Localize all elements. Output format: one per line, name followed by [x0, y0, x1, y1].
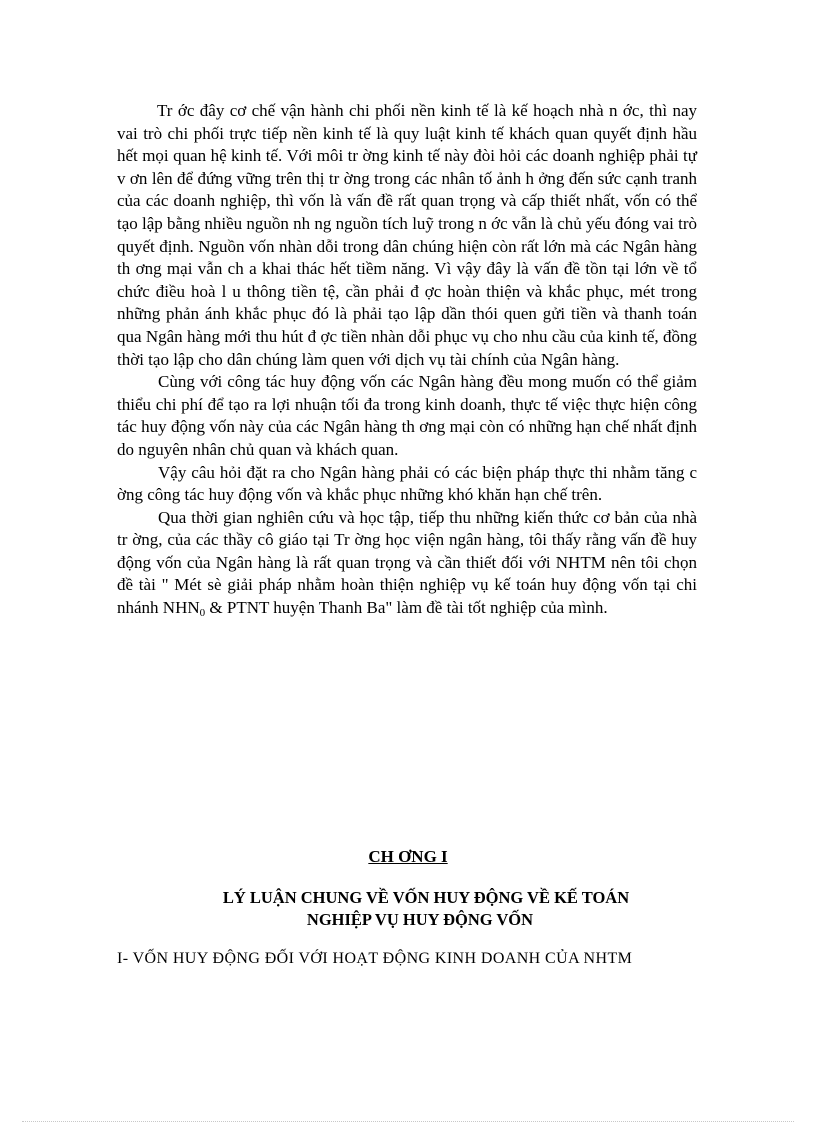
- chapter-label: CH ƠNG I: [368, 847, 448, 866]
- section-heading: I- VỐN HUY ĐỘNG ĐỐI VỚI HOẠT ĐỘNG KINH DOANH CỦA NHTM: [117, 950, 633, 967]
- chapter-heading: [0, 846, 816, 868]
- chapter-title-line-2: NGHIỆP VỤ HUY ĐỘNG VỐN: [306, 910, 534, 929]
- body-text: [117, 100, 697, 620]
- chapter-title: [0, 887, 816, 931]
- page-bottom-rule: [22, 1121, 794, 1122]
- paragraph-4-text: Qua thời gian nghiên cứu và học tập, tiếp thu những kiến thức cơ bản của nhà tr ờng, của các thầy cô giáo tại Tr ờng học viện ngân hàng, tôi thấy rằng vấn đề huy động vốn của Ngân hàng là rất quan trọng và cần thiết đối với NHTM nên tôi chọn đề tài " Mét sè giải pháp nhằm hoàn thiện nghiệp vụ kế toán huy động vốn tại chi nhánh NHN: [117, 507, 697, 618]
- paragraph-4-tail: & PTNT huyện Thanh Ba" làm đề tài tốt nghiệp của mình.: [205, 598, 608, 618]
- paragraph-4: [117, 507, 697, 620]
- paragraph-4-subscript: 0: [199, 607, 206, 620]
- paragraph-3: Vậy câu hỏi đặt ra cho Ngân hàng phải có các biện pháp thực thi nhằm tăng c ờng công tác huy động vốn và khắc phục những khó khăn hạn chế trên.: [117, 462, 697, 505]
- paragraph-2: Cùng với công tác huy động vốn các Ngân hàng đều mong muốn có thể giảm thiểu chi phí để tạo ra lợi nhuận tối đa trong kinh doanh, thực tế việc thực hiện công tác huy động vốn này của các Ngân hàng th ơng mại còn có những hạn chế nhất định do nguyên nhân chủ quan và khách quan.: [117, 372, 697, 459]
- chapter-title-line-1: LÝ LUẬN CHUNG VỀ VỐN HUY ĐỘNG VỀ KẾ TOÁN: [222, 888, 630, 907]
- paragraph-1: Tr ớc đây cơ chế vận hành chi phối nền kinh tế là kế hoạch nhà n ớc, thì nay vai trò chi phối trực tiếp nền kinh tế là quy luật kinh tế khách quan quyết định hầu hết mọi quan hệ kinh tế. Với môi tr ờng kinh tế này đòi hỏi các doanh nghiệp phải tự v ơn lên để đứng vững trên thị tr ờng trong các nhân tố ảnh h ởng đến sức cạnh tranh của các doanh nghiệp, thì vốn là vấn đề rất quan trọng và cấp thiết nhất, vốn có thể tạo lập bằng nhiều nguồn nh ng nguồn tích luỹ trong n ớc vẫn là chủ yếu đóng vai trò quyết định. Nguồn vốn nhàn dỗi trong dân chúng hiện còn rất lớn mà các Ngân hàng th ơng mại vẫn ch a khai thác hết tiềm năng. Vì vậy đây là vấn đề tồn tại lớn về tổ chức điều hoà l u thông tiền tệ, cần phải đ ợc hoàn thiện và khắc phục, mét trong những phản ánh khắc phục đó là phải tạo lập dần thói quen gửi tiền và thanh toán qua Ngân hàng mới thu hút đ ợc tiền nhàn dỗi phục vụ cho nhu cầu của kinh tế, đồng thời tạo lập cho dân chúng làm quen với dịch vụ tài chính của Ngân hàng.: [117, 101, 697, 369]
